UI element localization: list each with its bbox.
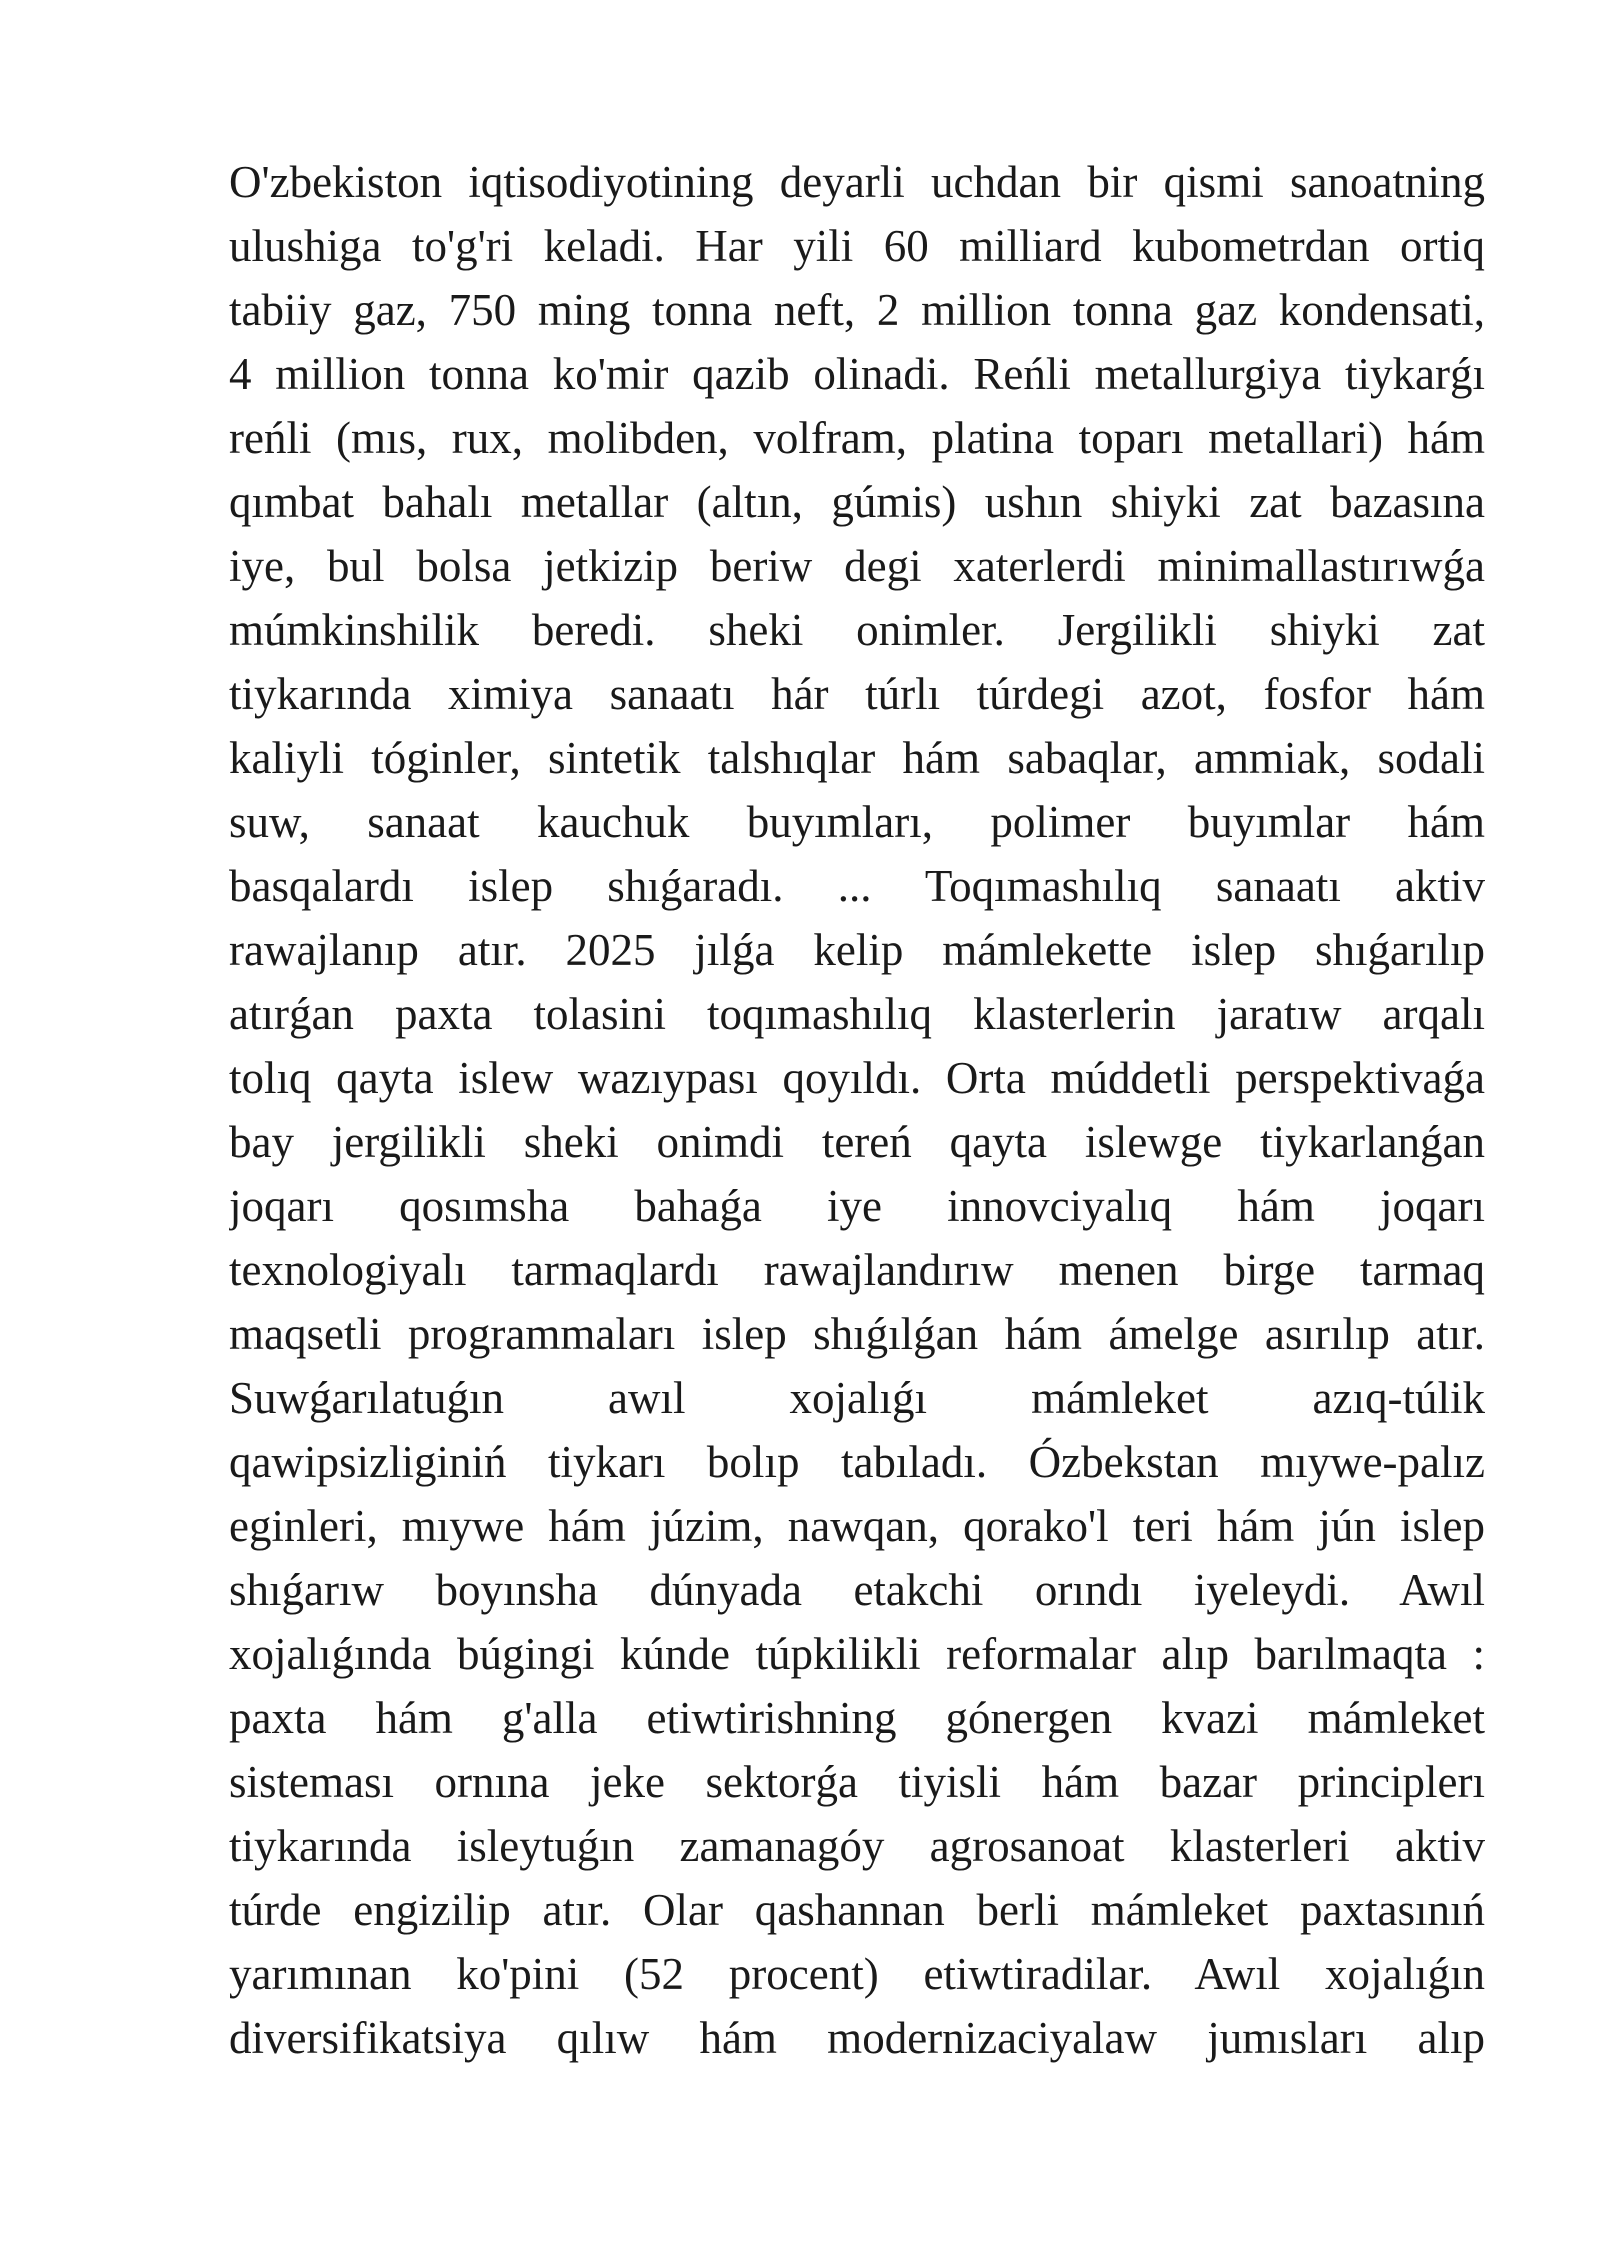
text-line: maqsetli programmaları islep shıǵılǵan hám ámelge asırılıp atır. (229, 1309, 1485, 1359)
text-line: O'zbekiston iqtisodiyotining deyarli uchdan bir qismi sanoatning (229, 157, 1485, 207)
text-line: ulushiga to'g'ri keladi. Har yili 60 milliard kubometrdan ortiq (229, 221, 1485, 271)
text-line: suw, sanaat kauchuk buyımları, polimer buyımlar hám (229, 797, 1485, 847)
text-line: túrde engizilip atır. Olar qashannan berli mámleket paxtasınıń (229, 1885, 1485, 1935)
text-line: tiykarında ximiya sanaatı hár túrlı túrdegi azot, fosfor hám (229, 669, 1485, 719)
text-line: múmkinshilik beredi. sheki onimler. Jergilikli shiyki zat (229, 605, 1485, 655)
text-line: xojalıǵında búgingi kúnde túpkilikli reformalar alıp barılmaqta : (229, 1629, 1485, 1679)
text-line: qımbat bahalı metallar (altın, gúmis) ushın shiyki zat bazasına (229, 477, 1485, 527)
text-line: tiykarında isleytuǵın zamanagóy agrosanoat klasterleri aktiv (229, 1821, 1485, 1871)
text-line: joqarı qosımsha bahaǵa iye innovciyalıq hám joqarı (229, 1181, 1485, 1231)
text-line: rawajlanıp atır. 2025 jılǵa kelip mámlekette islep shıǵarılıp (229, 925, 1485, 975)
text-line: diversifikatsiya qılıw hám modernizaciyalaw jumısları alıp (229, 2013, 1485, 2063)
text-line: texnologiyalı tarmaqlardı rawajlandırıw menen birge tarmaq (229, 1245, 1485, 1295)
text-line: kaliyli tóginler, sintetik talshıqlar hám sabaqlar, ammiak, sodali (229, 733, 1485, 783)
text-line: reńli (mıs, rux, molibden, volfram, platina toparı metallari) hám (229, 413, 1485, 463)
text-line: Suwǵarılatuǵın awıl xojalıǵı mámleket azıq-túlik (229, 1373, 1485, 1423)
text-line: shıǵarıw boyınsha dúnyada etakchi orındı iyeleydi. Awıl (229, 1565, 1485, 1615)
text-line: iye, bul bolsa jetkizip beriw degi xaterlerdi minimallastırıwǵa (229, 541, 1485, 591)
text-line: paxta hám g'alla etiwtirishning gónergen kvazi mámleket (229, 1693, 1485, 1743)
text-line: tolıq qayta islew wazıypası qoyıldı. Orta múddetli perspektivaǵa (229, 1053, 1485, 1103)
text-line: 4 million tonna ko'mir qazib olinadi. Reńli metallurgiya tiykarǵı (229, 349, 1485, 399)
text-line: basqalardı islep shıǵaradı. ... Toqımashılıq sanaatı aktiv (229, 861, 1485, 911)
body-text (229, 150, 1485, 2070)
text-line: qawipsizliginiń tiykarı bolıp tabıladı. Ózbekstan mıywe-palız (229, 1437, 1485, 1487)
text-line: bay jergilikli sheki onimdi tereń qayta islewge tiykarlanǵan (229, 1117, 1485, 1167)
text-line: tabiiy gaz, 750 ming tonna neft, 2 million tonna gaz kondensati, (229, 285, 1485, 335)
text-line: atırǵan paxta tolasini toqımashılıq klasterlerin jaratıw arqalı (229, 989, 1485, 1039)
text-line: sisteması ornına jeke sektorǵa tiyisli hám bazar principlerı (229, 1757, 1485, 1807)
text-line: yarımınan ko'pini (52 procent) etiwtiradilar. Awıl xojalıǵın (229, 1949, 1485, 1999)
text-line: eginleri, mıywe hám júzim, nawqan, qorako'l teri hám jún islep (229, 1501, 1485, 1551)
